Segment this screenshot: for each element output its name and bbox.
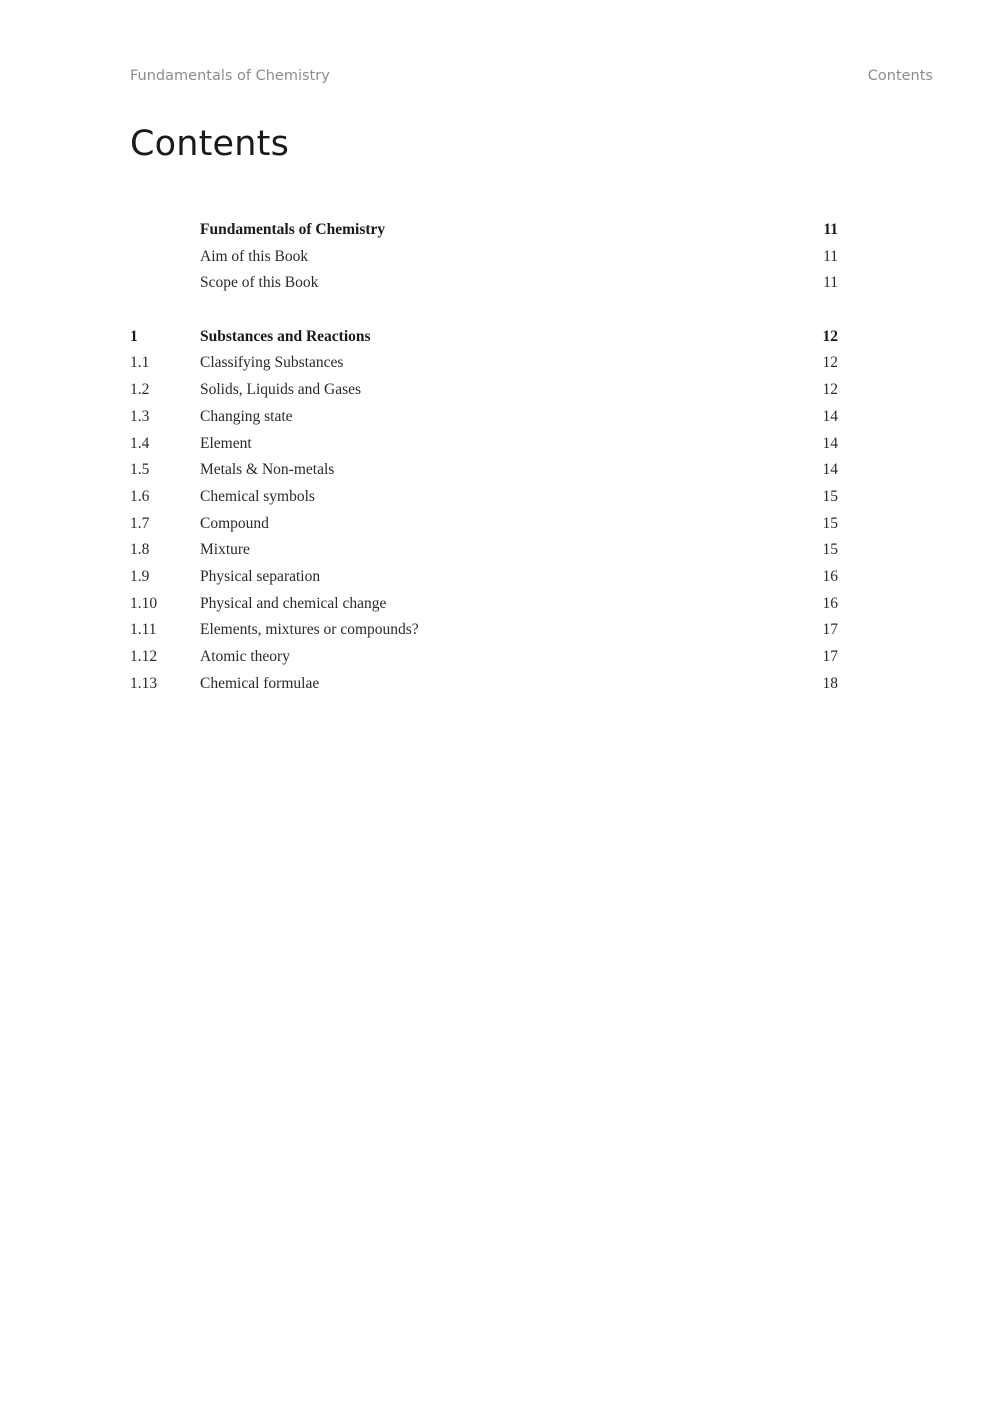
toc-entry[interactable] <box>130 671 842 698</box>
toc-entry[interactable] <box>130 404 842 431</box>
toc-entry-page: 11 <box>823 274 838 292</box>
toc-entry-page: 17 <box>822 648 838 665</box>
toc-entry-title: Elements, mixtures or compounds? <box>200 621 419 639</box>
toc-entry-title: Mixture <box>200 541 250 559</box>
header-book-title: Fundamentals of Chemistry <box>130 68 330 84</box>
toc-entry[interactable] <box>130 217 842 244</box>
toc-entry[interactable] <box>130 617 842 644</box>
toc-entry-number: 1.12 <box>130 648 158 665</box>
toc-entry-title: Classifying Substances <box>200 354 344 372</box>
toc-entry-page: 11 <box>823 247 838 265</box>
toc-entry-title: Physical separation <box>200 567 321 585</box>
toc-entry-title: Compound <box>200 514 269 532</box>
toc-entry[interactable] <box>130 457 842 484</box>
toc-entry-number: 1.10 <box>130 594 158 612</box>
toc-entry[interactable] <box>130 270 842 297</box>
toc-entry-number: 1.5 <box>130 461 150 479</box>
toc-entry-page: 16 <box>822 594 838 612</box>
toc-entry-title: Atomic theory <box>200 648 290 665</box>
toc-entry-title: Fundamentals of Chemistry <box>200 221 386 238</box>
toc-entry-number: 1.7 <box>130 514 150 532</box>
running-header <box>130 68 933 84</box>
toc-spacer <box>130 297 842 324</box>
toc-entry-number: 1.3 <box>130 407 150 425</box>
toc-entry-title: Changing state <box>200 407 293 425</box>
toc-entry-page: 14 <box>822 434 838 452</box>
toc-entry-number: 1 <box>130 327 138 345</box>
toc-entry-page: 16 <box>822 567 838 585</box>
toc-entry[interactable] <box>130 324 842 351</box>
toc-entry-number: 1.13 <box>130 674 158 692</box>
toc-entry-title: Metals & Non-metals <box>200 461 335 479</box>
toc-front-matter <box>130 217 842 297</box>
toc-entry-title: Substances and Reactions <box>200 327 371 345</box>
toc-entry-number: 1.11 <box>130 621 157 639</box>
toc-entry-number: 1.2 <box>130 381 150 399</box>
toc-entry-title: Chemical symbols <box>200 487 315 505</box>
toc-entry-page: 14 <box>822 407 838 425</box>
page-title: Contents <box>130 124 290 164</box>
toc-entry-page: 12 <box>822 327 838 345</box>
toc-entry-page: 18 <box>822 674 838 692</box>
toc-entry[interactable] <box>130 644 842 671</box>
toc-entry-page: 14 <box>822 461 838 479</box>
toc-entry[interactable] <box>130 564 842 591</box>
toc-entry-page: 15 <box>822 487 838 505</box>
toc-entry-number: 1.9 <box>130 567 150 585</box>
toc-entry-number <box>130 244 200 271</box>
toc-entry-title: Chemical formulae <box>200 674 320 692</box>
toc-entry-title: Solids, Liquids and Gases <box>200 381 362 399</box>
toc-chapter-1 <box>130 324 842 698</box>
toc-entry[interactable] <box>130 484 842 511</box>
toc-entry-page: 12 <box>822 381 838 399</box>
toc-entry-number <box>130 217 200 244</box>
toc-entry-number <box>130 270 200 297</box>
toc-entry-title: Aim of this Book <box>200 247 309 265</box>
toc-entry[interactable] <box>130 511 842 538</box>
toc-entry-number: 1.6 <box>130 487 150 505</box>
toc-entry-title: Physical and chemical change <box>200 594 387 612</box>
toc-entry-number: 1.1 <box>130 354 150 372</box>
toc-entry[interactable] <box>130 431 842 458</box>
toc-entry-page: 11 <box>823 221 838 238</box>
toc-entry-page: 15 <box>822 541 838 559</box>
toc-entry-number: 1.8 <box>130 541 150 559</box>
toc-entry-page: 12 <box>822 354 838 372</box>
toc-entry-page: 15 <box>822 514 838 532</box>
toc-entry[interactable] <box>130 591 842 618</box>
toc-entry[interactable] <box>130 537 842 564</box>
header-section: Contents <box>867 68 933 84</box>
toc-entry[interactable] <box>130 350 842 377</box>
toc-entry-title: Scope of this Book <box>200 274 319 292</box>
toc-entry-number: 1.4 <box>130 434 150 452</box>
toc-entry-title: Element <box>200 434 252 452</box>
toc-entry[interactable] <box>130 244 842 271</box>
toc-entry[interactable] <box>130 377 842 404</box>
table-of-contents <box>130 217 842 697</box>
toc-entry-page: 17 <box>822 621 838 639</box>
